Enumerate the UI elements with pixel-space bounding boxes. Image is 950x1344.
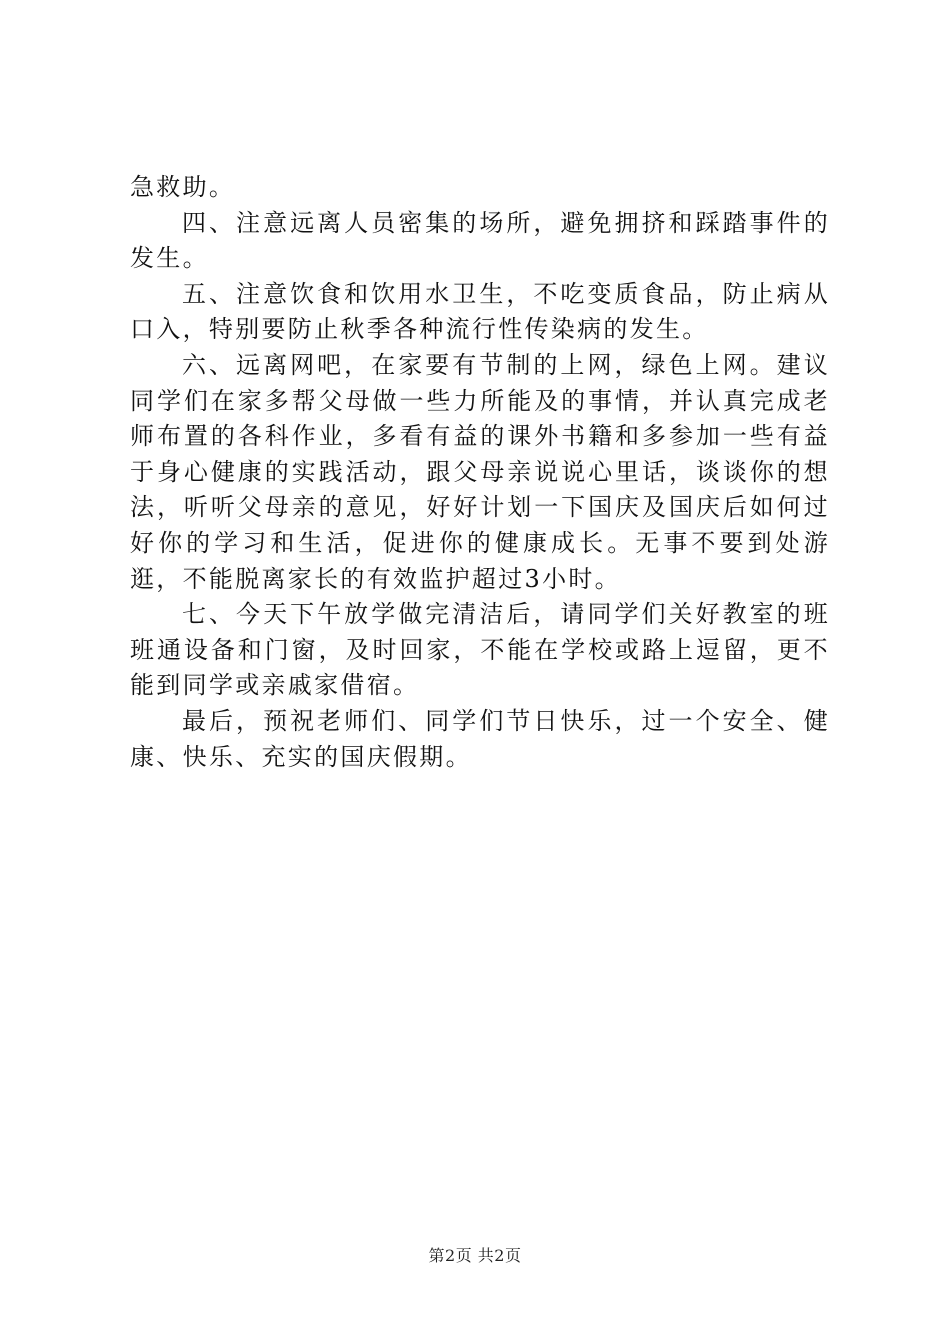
paragraph-item-7: 七、今天下午放学做完清洁后，请同学们关好教室的班班通设备和门窗，及时回家，不能在学校或路上逗留，更不能到同学或亲戚家借宿。 — [130, 600, 830, 700]
document-body — [130, 170, 830, 775]
page-number-footer: 第2页 共2页 — [428, 1246, 522, 1265]
paragraph-item-6: 六、远离网吧，在家要有节制的上网，绿色上网。建议同学们在家多帮父母做一些力所能及的事情，并认真完成老师布置的各科作业，多看有益的课外书籍和多参加一些有益于身心健康的实践活动，跟父母亲说说心里话，谈谈你的想法，听听父母亲的意见，好好计划一下国庆及国庆后如何过好你的学习和生活，促进你的健康成长。无事不要到处游逛，不能脱离家长的有效监护超过3小时。 — [130, 350, 830, 593]
paragraph-continuation: 急救助。 — [130, 173, 236, 201]
paragraph-item-4: 四、注意远离人员密集的场所，避免拥挤和踩踏事件的发生。 — [130, 208, 830, 273]
paragraph-closing: 最后，预祝老师们、同学们节日快乐，过一个安全、健康、快乐、充实的国庆假期。 — [130, 706, 830, 771]
paragraph-item-5: 五、注意饮食和饮用水卫生，不吃变质食品，防止病从口入，特别要防止秋季各种流行性传染病的发生。 — [130, 279, 830, 344]
